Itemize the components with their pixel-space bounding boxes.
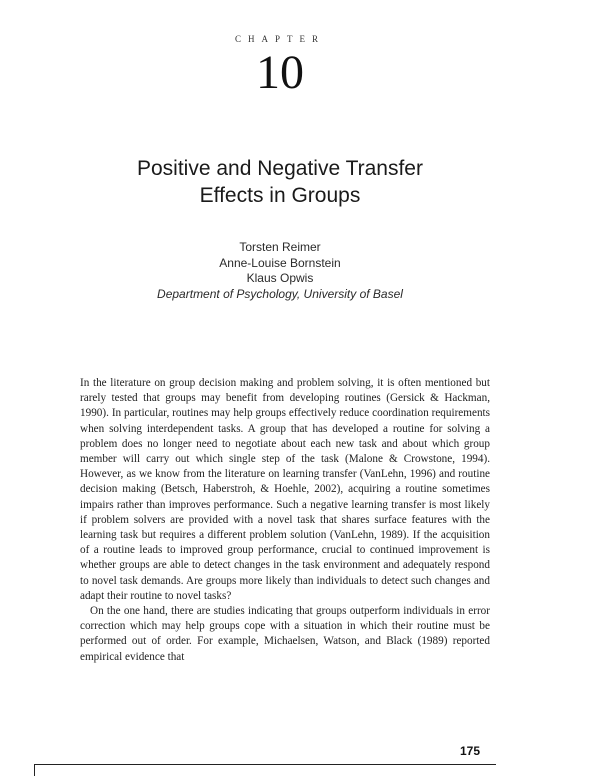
chapter-label: CHAPTER <box>234 34 325 44</box>
chapter-number: 10 <box>256 46 304 99</box>
page-number: 175 <box>460 744 481 758</box>
author-affiliation: Department of Psychology, University of Basel <box>157 286 403 301</box>
chapter-title <box>0 155 560 209</box>
chapter-title-line-2: Effects in Groups <box>199 184 361 207</box>
author-name: Klaus Opwis <box>246 271 314 285</box>
author-block <box>0 240 560 302</box>
author-name: Anne-Louise Bornstein <box>219 255 341 270</box>
body-paragraph: On the one hand, there are studies indicating that groups outperform individuals in error correction which may help groups cope with a situation in which their routine must be performed out of order. For example, Michaelsen, Watson, and Black (1989) reported empirical evidence that <box>80 605 490 663</box>
footer-rule-tick <box>34 764 35 776</box>
author-name: Torsten Reimer <box>239 240 321 254</box>
body-paragraph: In the literature on group decision making and problem solving, it is often mentioned but rarely tested that groups may benefit from developing routines (Gersick & Hackman, 1990). In particular, routines may help groups effectively reduce coordination requirements when solving interdependent tasks. A group that has developed a routine for solving a problem does no longer need to negotiate about each new task and about which group member will carry out which single step of the task (Malone & Crowstone, 1994). However, as we know from the literature on learning transfer (VanLehn, 1996) and routine decision making (Betsch, Haberstroh, & Hoehle, 2002), acquiring a routine sometimes impairs rather than improves performance. Such a negative learning transfer is most likely if problem solvers are provided with a novel task that shares surface features with the learning task but requires a different problem solution (VanLehn, 1989). If the acquisition of a routine leads to improved group performance, crucial to continued improvement is whether groups are able to detect changes in the task environment and adequately respond to novel task demands. Are groups more likely than individuals to detect such changes and adapt their routine to novel tasks? <box>80 377 490 602</box>
chapter-title-line-1: Positive and Negative Transfer <box>137 157 423 180</box>
body-text <box>80 376 490 665</box>
footer-rule <box>34 764 496 765</box>
